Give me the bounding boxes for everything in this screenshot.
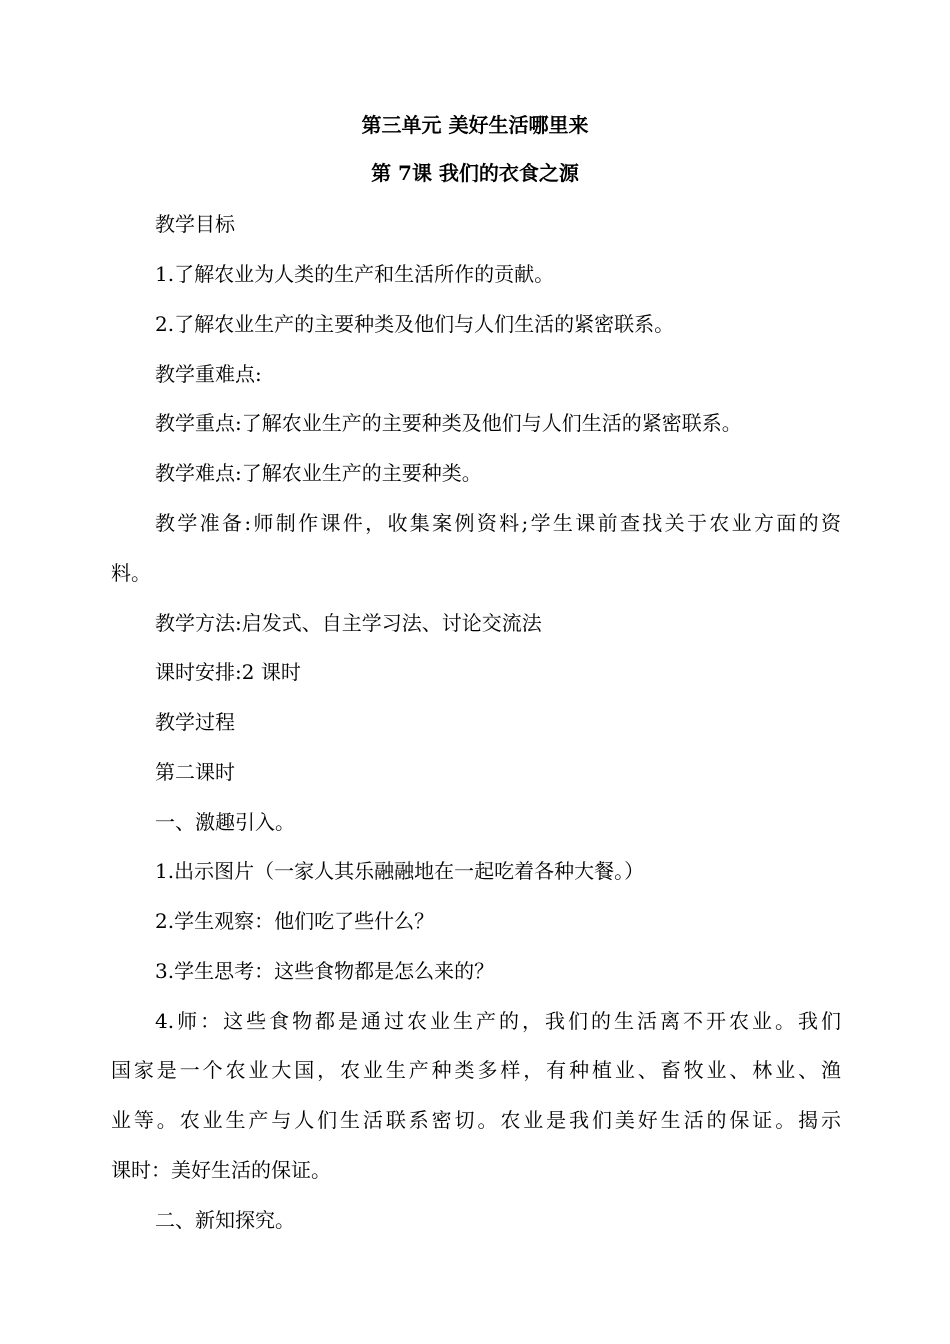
unit-title: 第三单元 美好生活哪里来 <box>361 113 589 137</box>
section-heading-key-points: 教学重难点: <box>155 362 262 386</box>
preparation-line-2: 料。 <box>111 561 151 585</box>
step-1-item-3: 3.学生思考：这些食物都是怎么来的？ <box>155 959 495 983</box>
key-point: 教学重点:了解农业生产的主要种类及他们与人们生活的紧密联系。 <box>155 411 742 435</box>
second-lesson-heading: 第二课时 <box>155 760 235 784</box>
teaching-methods: 教学方法:启发式、自主学习法、讨论交流法 <box>155 611 542 635</box>
section-heading-process: 教学过程 <box>155 710 235 734</box>
step-1-item-4-line-1: 4.师：这些食物都是通过农业生产的，我们的生活离不开农业。我们 <box>155 1009 841 1033</box>
lesson-title: 第 7课 我们的衣食之源 <box>371 161 579 185</box>
step-1-item-2: 2.学生观察：他们吃了些什么？ <box>155 909 435 933</box>
step-1-item-1: 1.出示图片（一家人其乐融融地在一起吃着各种大餐。） <box>155 859 645 883</box>
step-1-item-4-line-4: 课时：美好生活的保证。 <box>111 1158 331 1182</box>
difficult-point: 教学难点:了解农业生产的主要种类。 <box>155 461 482 485</box>
step-1-heading: 一、激趣引入。 <box>155 810 295 834</box>
step-1-item-4-line-3: 业等。农业生产与人们生活联系密切。农业是我们美好生活的保证。揭示 <box>111 1108 841 1132</box>
section-heading-objectives: 教学目标 <box>155 212 235 236</box>
step-2-heading: 二、新知探究。 <box>155 1208 295 1232</box>
preparation-line-1: 教学准备:师制作课件，收集案例资料;学生课前查找关于农业方面的资 <box>155 511 841 535</box>
step-1-item-4-line-2: 国家是一个农业大国，农业生产种类多样，有种植业、畜牧业、林业、渔 <box>111 1058 841 1082</box>
objective-1: 1.了解农业为人类的生产和生活所作的贡献。 <box>155 262 555 286</box>
class-schedule: 课时安排:2 课时 <box>155 660 301 684</box>
objective-2: 2.了解农业生产的主要种类及他们与人们生活的紧密联系。 <box>155 312 675 336</box>
